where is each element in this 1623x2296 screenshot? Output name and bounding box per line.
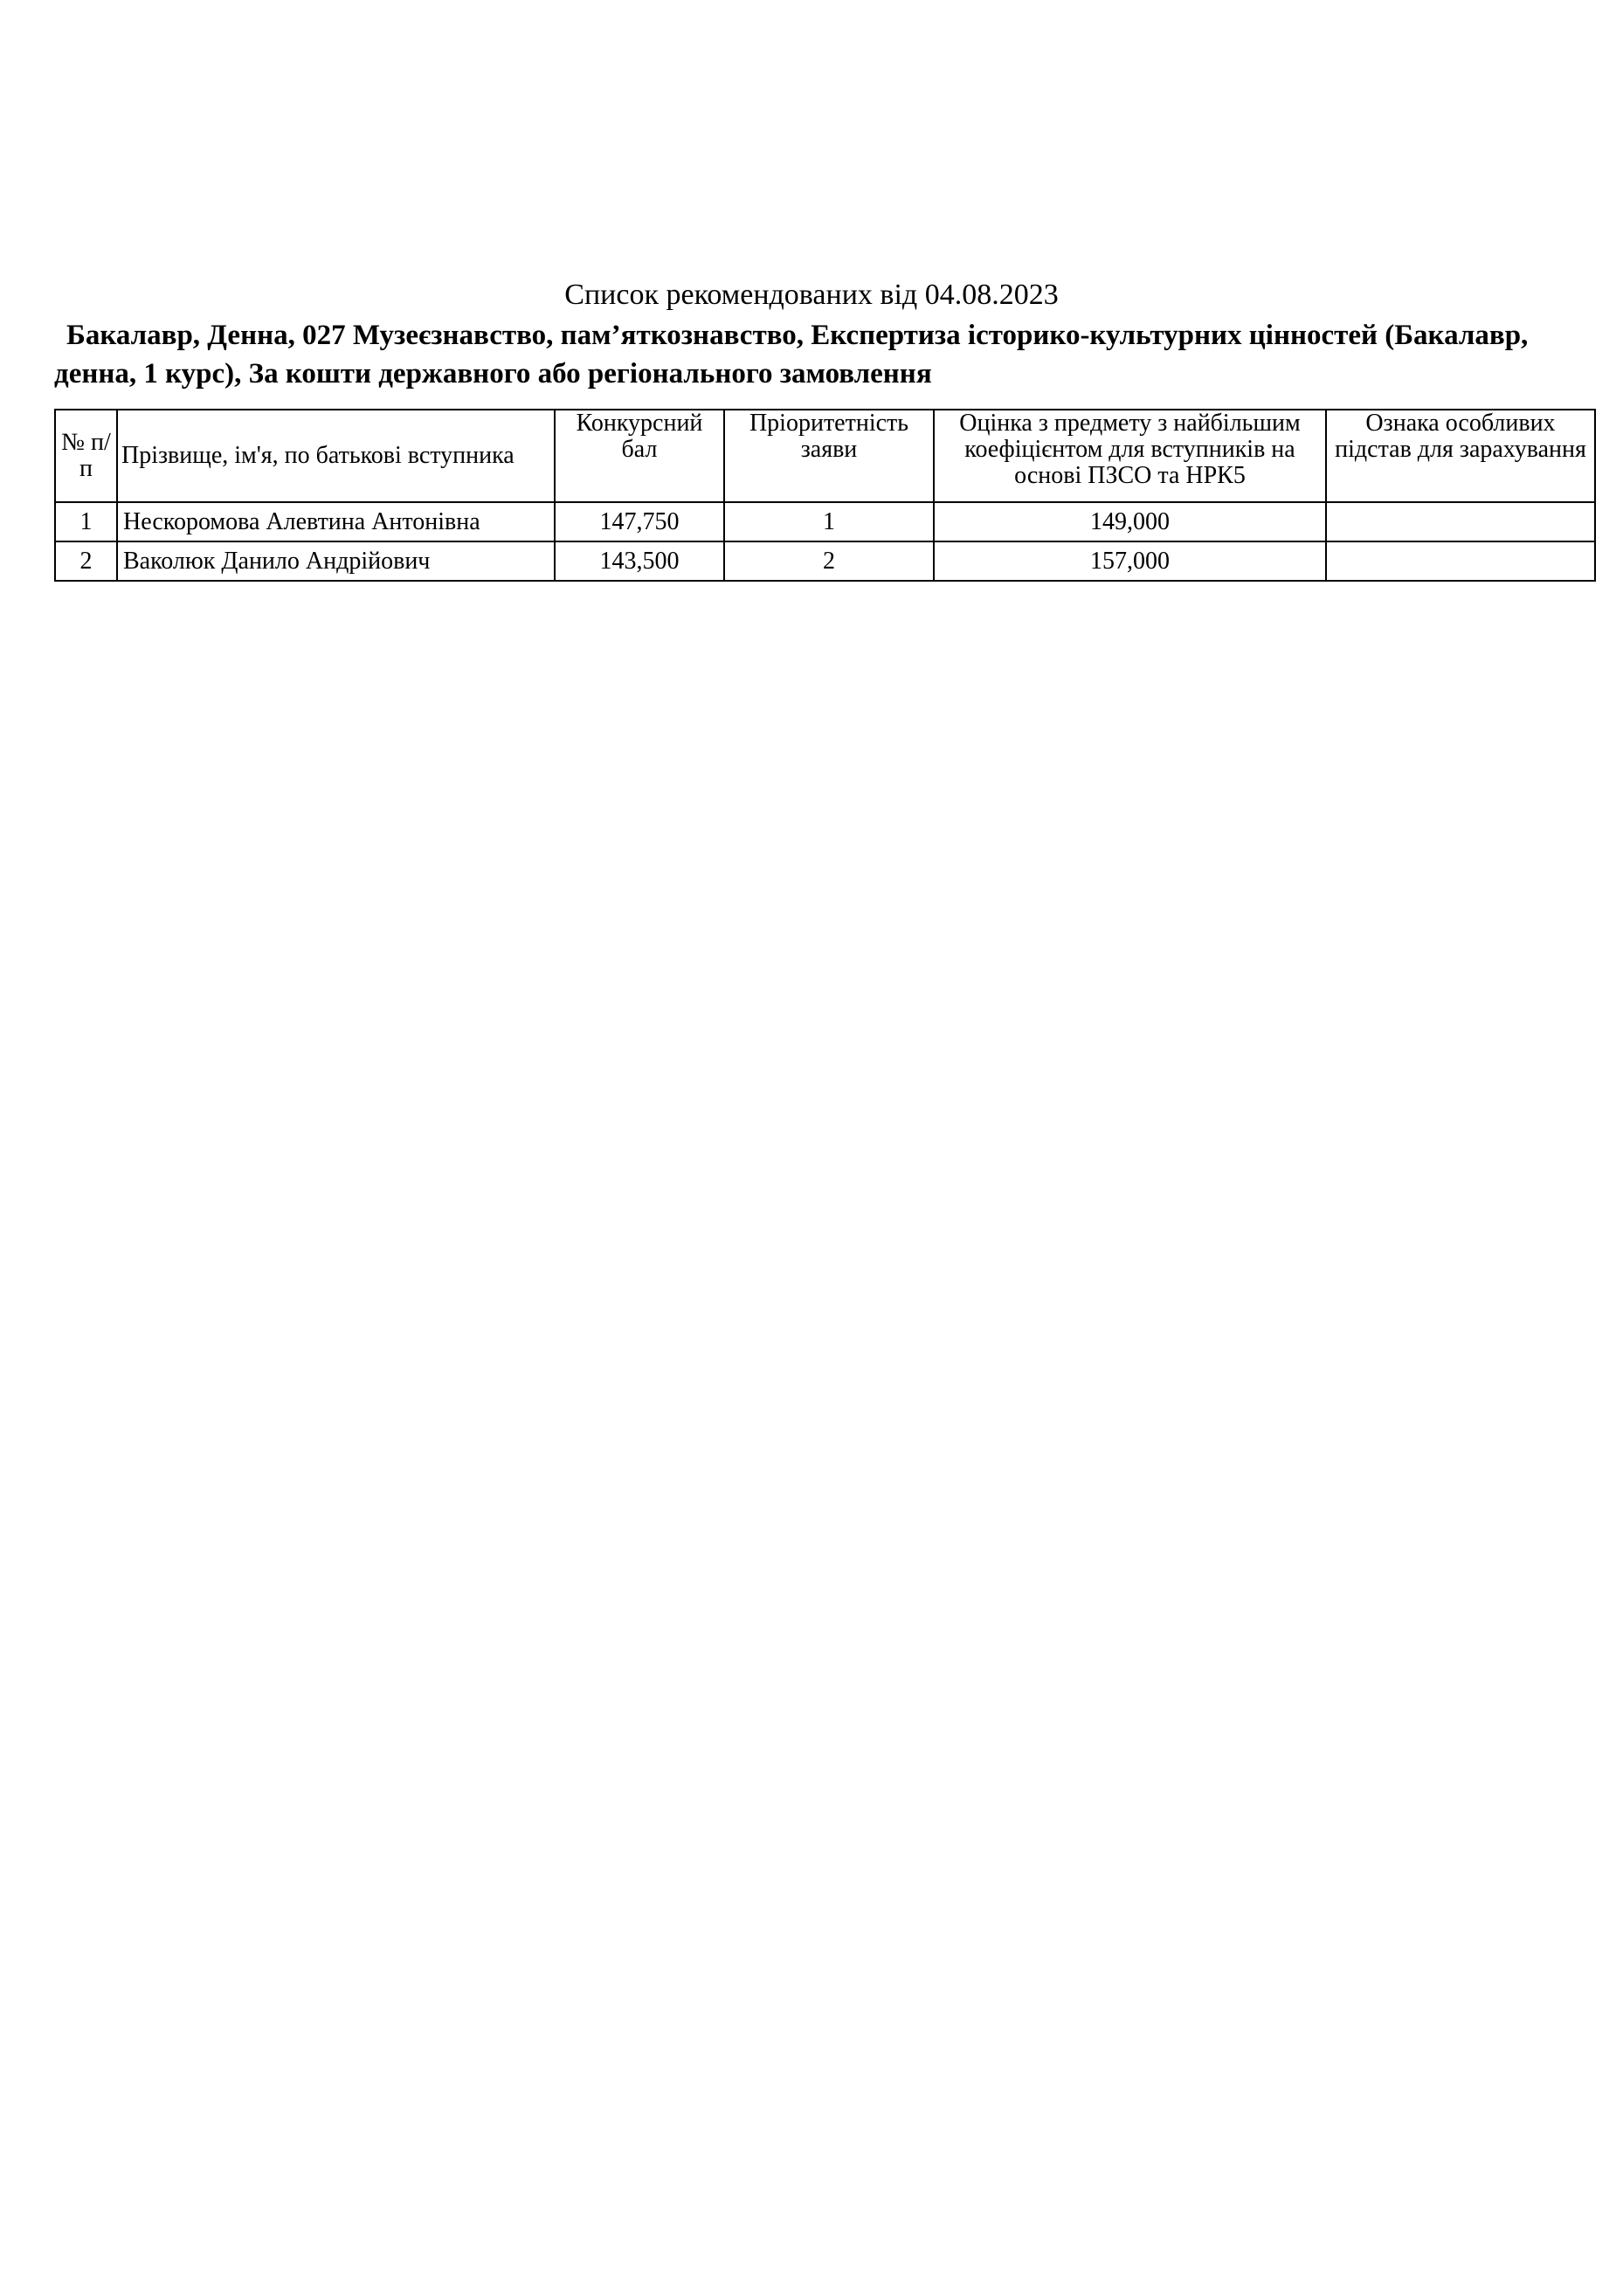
table-header-row xyxy=(55,410,1595,502)
header-name: Прізвище, ім'я, по батькові вступника xyxy=(117,410,555,502)
document-subtitle: Бакалавр, Денна, 027 Музеєзнавство, пам’яткознавство, Експертиза історико-культурних цінностей (Бакалавр, денна, 1 курс), За кошти державного або регіонального замовлення xyxy=(54,320,1529,390)
table-row xyxy=(55,541,1595,581)
cell-name: Нескоромова Алевтина Антонівна xyxy=(117,502,555,541)
cell-priority: 2 xyxy=(724,541,934,581)
recommended-list-table xyxy=(54,409,1596,582)
header-score: Конкурсний бал xyxy=(555,410,724,502)
cell-subject-score: 157,000 xyxy=(934,541,1326,581)
header-num: № п/п xyxy=(55,410,117,502)
cell-priority: 1 xyxy=(724,502,934,541)
cell-special xyxy=(1326,541,1595,581)
table-row xyxy=(55,502,1595,541)
cell-num: 2 xyxy=(55,541,117,581)
cell-subject-score: 149,000 xyxy=(934,502,1326,541)
header-priority: Пріоритетність заяви xyxy=(724,410,934,502)
cell-num: 1 xyxy=(55,502,117,541)
header-subject-score: Оцінка з предмету з найбільшим коефіцієнтом для вступників на основі ПЗСО та НРК5 xyxy=(934,410,1326,502)
cell-name: Ваколюк Данило Андрійович xyxy=(117,541,555,581)
cell-score: 143,500 xyxy=(555,541,724,581)
cell-score: 147,750 xyxy=(555,502,724,541)
cell-special xyxy=(1326,502,1595,541)
header-special: Ознака особливих підстав для зарахування xyxy=(1326,410,1595,502)
document-title: Список рекомендованих від 04.08.2023 xyxy=(564,279,1059,311)
